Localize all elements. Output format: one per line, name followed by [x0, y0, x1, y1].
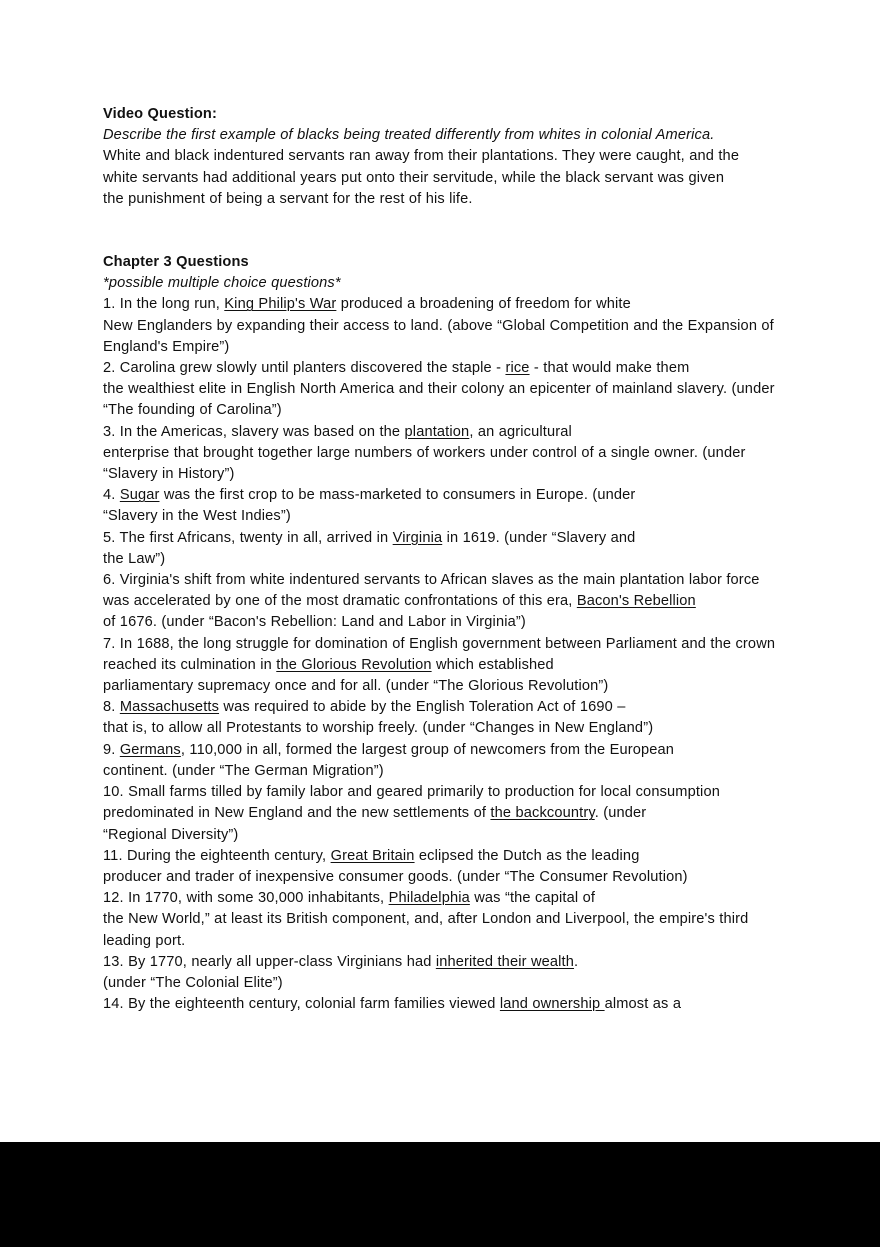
- document-body: [103, 104, 823, 1015]
- question-line: 3. In the Americas, slavery was based on the plantation, an agricultural: [103, 423, 572, 440]
- video-question-answer-line: White and black indentured servants ran away from their plantations. They were caught, and the: [103, 148, 740, 165]
- section-spacer: [103, 210, 823, 252]
- question-line: enterprise that brought together large numbers of workers under control of a single owner. (under: [103, 444, 746, 461]
- question-line: 12. In 1770, with some 30,000 inhabitants, Philadelphia was “the capital of: [103, 890, 596, 907]
- question-line: predominated in New England and the new settlements of the backcountry. (under: [103, 805, 647, 822]
- chapter-questions-list: [103, 294, 823, 1015]
- video-question-answer-line: white servants had additional years put onto their servitude, while the black servant was given: [103, 169, 725, 186]
- question-line: 11. During the eighteenth century, Great Britain eclipsed the Dutch as the leading: [103, 847, 640, 864]
- question-item: [103, 740, 823, 782]
- question-item: [103, 422, 823, 486]
- answer-term: Sugar: [119, 487, 160, 504]
- answer-term: land ownership: [499, 996, 605, 1013]
- answer-term: inherited their wealth: [435, 953, 575, 970]
- answer-term: rice: [505, 360, 530, 377]
- question-line: that is, to allow all Protestants to worship freely. (under “Changes in New England”): [103, 720, 654, 737]
- question-line: 4. Sugar was the first crop to be mass-marketed to consumers in Europe. (under: [103, 487, 636, 504]
- question-line: New Englanders by expanding their access to land. (above “Global Competition and the Expansion of: [103, 317, 774, 334]
- question-line: England's Empire”): [103, 338, 230, 355]
- question-item: [103, 952, 823, 994]
- video-question-heading: Video Question:: [103, 106, 217, 122]
- video-question-answer: [103, 146, 823, 210]
- answer-term: Virginia: [392, 529, 443, 546]
- question-line: leading port.: [103, 932, 186, 949]
- question-line: producer and trader of inexpensive consumer goods. (under “The Consumer Revolution): [103, 868, 688, 885]
- question-line: 5. The first Africans, twenty in all, arrived in Virginia in 1619. (under “Slavery and: [103, 529, 636, 546]
- question-line: of 1676. (under “Bacon's Rebellion: Land and Labor in Virginia”): [103, 614, 526, 631]
- question-line: (under “The Colonial Elite”): [103, 974, 283, 991]
- question-item: [103, 485, 823, 527]
- question-item: [103, 294, 823, 358]
- question-line: “The founding of Carolina”): [103, 402, 282, 419]
- video-question-prompt: Describe the first example of blacks being treated differently from whites in colonial America.: [103, 127, 715, 144]
- answer-term: Bacon's Rebellion: [576, 593, 696, 610]
- question-line: the wealthiest elite in English North America and their colony an epicenter of mainland slavery. (under: [103, 381, 775, 398]
- question-line: parliamentary supremacy once and for all. (under “The Glorious Revolution”): [103, 678, 609, 695]
- question-item: [103, 570, 823, 634]
- answer-term: Massachusetts: [119, 699, 220, 716]
- question-line: continent. (under “The German Migration”): [103, 762, 384, 779]
- question-line: the New World,” at least its British component, and, after London and Liverpool, the empire's third: [103, 911, 749, 928]
- question-line: 9. Germans, 110,000 in all, formed the largest group of newcomers from the European: [103, 741, 675, 758]
- question-line: 6. Virginia's shift from white indentured servants to African slaves as the main plantation labor force: [103, 572, 760, 589]
- question-line: 14. By the eighteenth century, colonial farm families viewed land ownership almost as a: [103, 996, 682, 1013]
- question-item: [103, 846, 823, 888]
- chapter-questions-heading: Chapter 3 Questions: [103, 254, 249, 271]
- question-item: [103, 528, 823, 570]
- question-line: 2. Carolina grew slowly until planters discovered the staple - rice - that would make them: [103, 360, 690, 377]
- question-line: “Regional Diversity”): [103, 826, 239, 843]
- answer-term: the Glorious Revolution: [276, 656, 432, 673]
- question-line: reached its culmination in the Glorious Revolution which established: [103, 656, 554, 673]
- answer-term: plantation: [404, 423, 470, 440]
- question-line: “Slavery in the West Indies”): [103, 508, 291, 525]
- question-item: [103, 994, 823, 1015]
- question-line: the Law”): [103, 550, 166, 567]
- question-item: [103, 697, 823, 739]
- question-line: was accelerated by one of the most dramatic confrontations of this era, Bacon's Rebellion: [103, 593, 696, 610]
- question-line: “Slavery in History”): [103, 466, 235, 483]
- answer-term: Great Britain: [330, 847, 415, 864]
- page-footer-band: [0, 1142, 880, 1247]
- question-item: [103, 782, 823, 846]
- question-line: 7. In 1688, the long struggle for domination of English government between Parliament and the crown: [103, 635, 776, 652]
- answer-term: Philadelphia: [388, 890, 470, 907]
- video-question-answer-line: the punishment of being a servant for the rest of his life.: [103, 190, 473, 207]
- question-line: 10. Small farms tilled by family labor and geared primarily to production for local consumption: [103, 784, 720, 801]
- question-line: 13. By 1770, nearly all upper-class Virginians had inherited their wealth.: [103, 953, 579, 970]
- question-line: 1. In the long run, King Philip's War produced a broadening of freedom for white: [103, 296, 631, 313]
- answer-term: Germans: [119, 741, 181, 758]
- answer-term: King Philip's War: [224, 296, 337, 313]
- question-item: [103, 888, 823, 952]
- question-item: [103, 358, 823, 422]
- question-item: [103, 634, 823, 698]
- question-line: 8. Massachusetts was required to abide by the English Toleration Act of 1690 –: [103, 699, 626, 716]
- answer-term: the backcountry: [490, 805, 595, 822]
- chapter-questions-subheading: *possible multiple choice questions*: [103, 275, 341, 292]
